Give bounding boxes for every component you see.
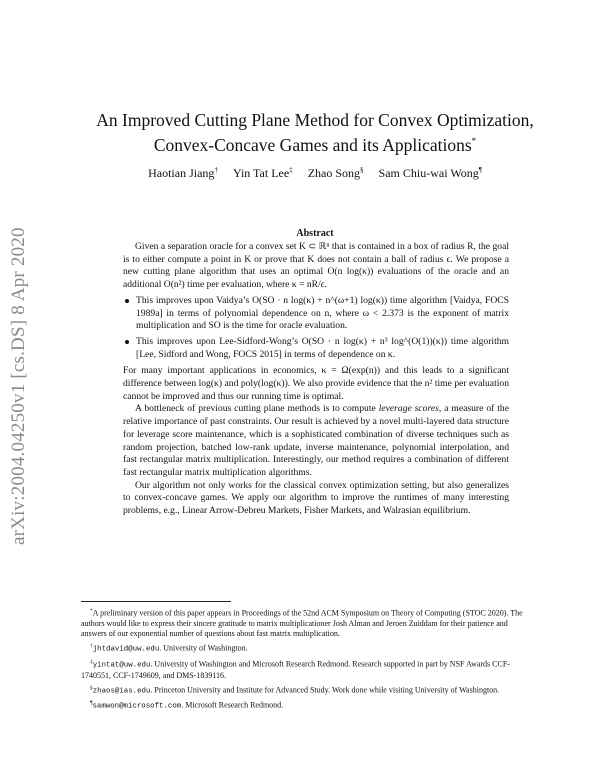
- abstract-paragraph-3: [123, 403, 509, 479]
- footnote-dagger-text: . University of Washington.: [159, 644, 248, 654]
- paper-title: [80, 110, 550, 156]
- abstract-heading: Abstract: [296, 228, 334, 239]
- abstract-paragraph-3-rest: , a measure of the relative importance of past constraints. Our result is achieved by a novel multi-layered data structure for leverage score maintenance, which is a sophisticated combination of diverse techniques such as random projection, batched low-rank update, inverse maintenance, polynomial interpolation, and fast rectangular matrix multiplication. Interestingly, our method requires a combination of different fast rectangular matrix multiplication algorithms.: [123, 403, 510, 478]
- abstract-bullet-list: [123, 295, 509, 362]
- author-1-name: Haotian Jiang: [148, 166, 215, 180]
- footnote-pilcrow-text: . Microsoft Research Redmond.: [181, 701, 284, 711]
- footnote-section-email[interactable]: zhaos@ias.edu: [92, 687, 151, 696]
- title-line-2-text: Convex-Concave Games and its Applications: [153, 134, 472, 155]
- author-4: [379, 166, 482, 180]
- author-3-mark: §: [360, 166, 364, 174]
- footnote-dagger-mark: †: [90, 643, 93, 650]
- footnote-star-mark: *: [90, 608, 93, 614]
- footnote-star-text: A preliminary version of this paper appears in Proceedings of the 52nd ACM Symposium on Theory of Computing (STOC 2020). The authors would like to express their sincere gratitude to matrix multiplicationer Josh Alman and Jeroen Zuiddam for their patience and answers of our exponential number of questions about fast matrix multiplication.: [81, 608, 523, 639]
- abstract-bullet-1: [123, 295, 509, 333]
- abstract-bullet-2: [123, 336, 509, 361]
- author-2-name: Yin Tat Lee: [232, 166, 290, 180]
- title-line-1: An Improved Cutting Plane Method for Convex Optimization,: [96, 110, 534, 130]
- bullet-dot-icon: [125, 299, 129, 303]
- footnote-separator: [81, 601, 231, 602]
- title-footnote-mark: *: [471, 136, 477, 146]
- abstract-body: [123, 241, 509, 518]
- author-1: [148, 166, 218, 180]
- author-3-name: Zhao Song: [307, 166, 361, 180]
- footnote-section-mark: §: [90, 684, 93, 691]
- footnote-ddagger-email[interactable]: yintat@uw.edu: [92, 661, 151, 670]
- footnote-star: [81, 606, 524, 640]
- footnote-ddagger-mark: ‡: [90, 658, 93, 665]
- footnote-dagger: [81, 641, 524, 655]
- footnote-section-text: . Princeton University and Institute for Advanced Study. Work done while visiting University of Washington.: [150, 685, 500, 695]
- footnotes: [81, 606, 524, 714]
- title-line-2: [80, 131, 550, 156]
- abstract-paragraph-3-start: A bottleneck of previous cutting plane methods is to compute: [135, 403, 379, 415]
- bullet-dot-icon: [125, 340, 129, 344]
- author-2-mark: ‡: [289, 166, 293, 174]
- author-4-mark: ¶: [478, 166, 482, 174]
- footnote-section: [81, 683, 524, 697]
- abstract-paragraph-1: Given a separation oracle for a convex set K ⊂ ℝⁿ that is contained in a box of radius R, the goal is to either compute a point in K or prove that K does not contain a ball of radius ϵ. We propose a new cutting plane algorithm that uses an optimal O(n log(κ)) evaluations of the oracle and an additional O(n²) time per evaluation, where κ = nR/ϵ.: [123, 241, 509, 291]
- abstract-paragraph-4: Our algorithm not only works for the classical convex optimization setting, but also generalizes to convex-concave games. We apply our algorithm to improve the runtimes of many interesting problems, e.g., Linear Arrow-Debreu Markets, Fisher Markets, and Walrasian equilibrium.: [123, 479, 509, 517]
- author-2: [233, 166, 293, 180]
- author-list: [80, 166, 550, 181]
- footnote-pilcrow-mark: ¶: [90, 700, 93, 707]
- leverage-scores-term: leverage scores: [378, 403, 439, 415]
- author-4-name: Sam Chiu-wai Wong: [378, 166, 479, 180]
- author-1-mark: †: [214, 166, 218, 174]
- abstract-paragraph-2: For many important applications in economics, κ = Ω(exp(n)) and this leads to a significant difference between log(κ) and poly(log(κ)). We also provide evidence that the n² time per evaluation cannot be improved and thus our running time is optimal.: [123, 365, 509, 402]
- arxiv-identifier-stamp: arXiv:2004.04250v1 [cs.DS] 8 Apr 2020: [8, 227, 29, 545]
- abstract-bullet-2-text: This improves upon Lee-Sidford-Wong’s O(SO · n log(κ) + n³ log^(O(1))(κ)) time algorithm [Lee, Sidford and Wong, FOCS 2015] in terms of dependence on κ.: [136, 335, 509, 360]
- abstract-bullet-1-text: This improves upon Vaidya’s O(SO · n log(κ) + n^(ω+1) log(κ)) time algorithm [Vaidya, FOCS 1989a] in terms of polynomial dependence on n, where ω < 2.373 is the exponent of matrix multiplication and SO is the time for oracle evaluation.: [136, 294, 509, 332]
- footnote-dagger-email[interactable]: jhtdavid@uw.edu: [92, 646, 160, 655]
- footnote-pilcrow: [81, 698, 524, 712]
- author-3: [308, 166, 364, 180]
- footnote-pilcrow-email[interactable]: samwon@microsoft.com: [92, 703, 182, 712]
- footnote-ddagger-text: . University of Washington and Microsoft Research Redmond. Research supported in part by NSF Awards CCF-1740551, CCF-1749609, and DMS-1839116.: [81, 659, 510, 680]
- footnote-ddagger: [81, 657, 524, 681]
